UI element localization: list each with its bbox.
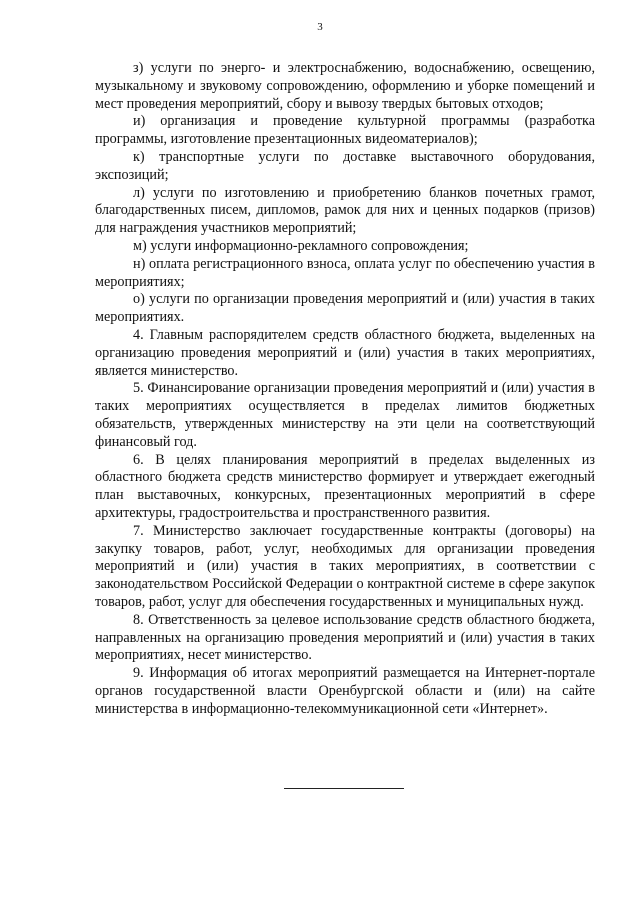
paragraph-o: о) услуги по организации проведения мероприятий и (или) участия в таких мероприятиях. [95, 291, 595, 326]
end-divider [284, 788, 404, 789]
paragraph-6: 6. В целях планирования мероприятий в пределах выделенных из областного бюджета средств министерство формирует и утверждает ежегодный план выставочных, конкурсных, презентационных мероприятий в сфере архитектуры, градостроительства и пространственного развития. [95, 451, 595, 521]
paragraph-z: з) услуги по энерго- и электроснабжению, водоснабжению, освещению, музыкальному и звуковому сопровождению, оформлению и уборке помещений и мест проведения мероприятий, сбору и вывозу твердых бытовых отходов; [95, 60, 595, 112]
paragraph-m: м) услуги информационно-рекламного сопровождения; [133, 237, 469, 254]
paragraph-l: л) услуги по изготовлению и приобретению бланков почетных грамот, благодарственных писем, дипломов, рамок для них и ценных подарков (призов) для награждения участников мероприятий; [95, 184, 595, 237]
paragraph-7: 7. Министерство заключает государственные контракты (договоры) на закупку товаров, работ, услуг, необходимых для организации проведения мероприятий и (или) участия в таких мероприятиях, в соответствии с законодательством Российской Федерации о контрактной системе в сфере закупок товаров, работ, услуг для обеспечения государственных и муниципальных нужд. [95, 522, 595, 610]
paragraph-5: 5. Финансирование организации проведения мероприятий и (или) участия в таких мероприятиях осуществляется в пределах лимитов бюджетных обязательств, утвержденных министерству на эти цели на соответствующий финансовый год. [95, 380, 595, 450]
paragraph-8: 8. Ответственность за целевое использование средств областного бюджета, направленных на организацию проведения мероприятий и (или) участия в таких мероприятиях, несет министерство. [95, 611, 595, 664]
document-body [95, 60, 595, 718]
paragraph-4: 4. Главным распорядителем средств областного бюджета, выделенных на организацию проведения мероприятий и (или) участия в таких мероприятиях, является министерство. [95, 326, 595, 379]
paragraph-n: н) оплата регистрационного взноса, оплата услуг по обеспечению участия в мероприятиях; [95, 255, 595, 290]
paragraph-k: к) транспортные услуги по доставке выставочного оборудования, экспозиций; [95, 148, 595, 183]
page-number: 3 [317, 21, 323, 33]
paragraph-i: и) организация и проведение культурной программы (разработка программы, изготовление презентационных видеоматериалов); [95, 113, 595, 148]
paragraph-9: 9. Информация об итогах мероприятий размещается на Интернет-портале органов государственной власти Оренбургской области и (или) на сайте министерства в информационно-телекоммуникационной сети «Интернет». [95, 665, 595, 717]
